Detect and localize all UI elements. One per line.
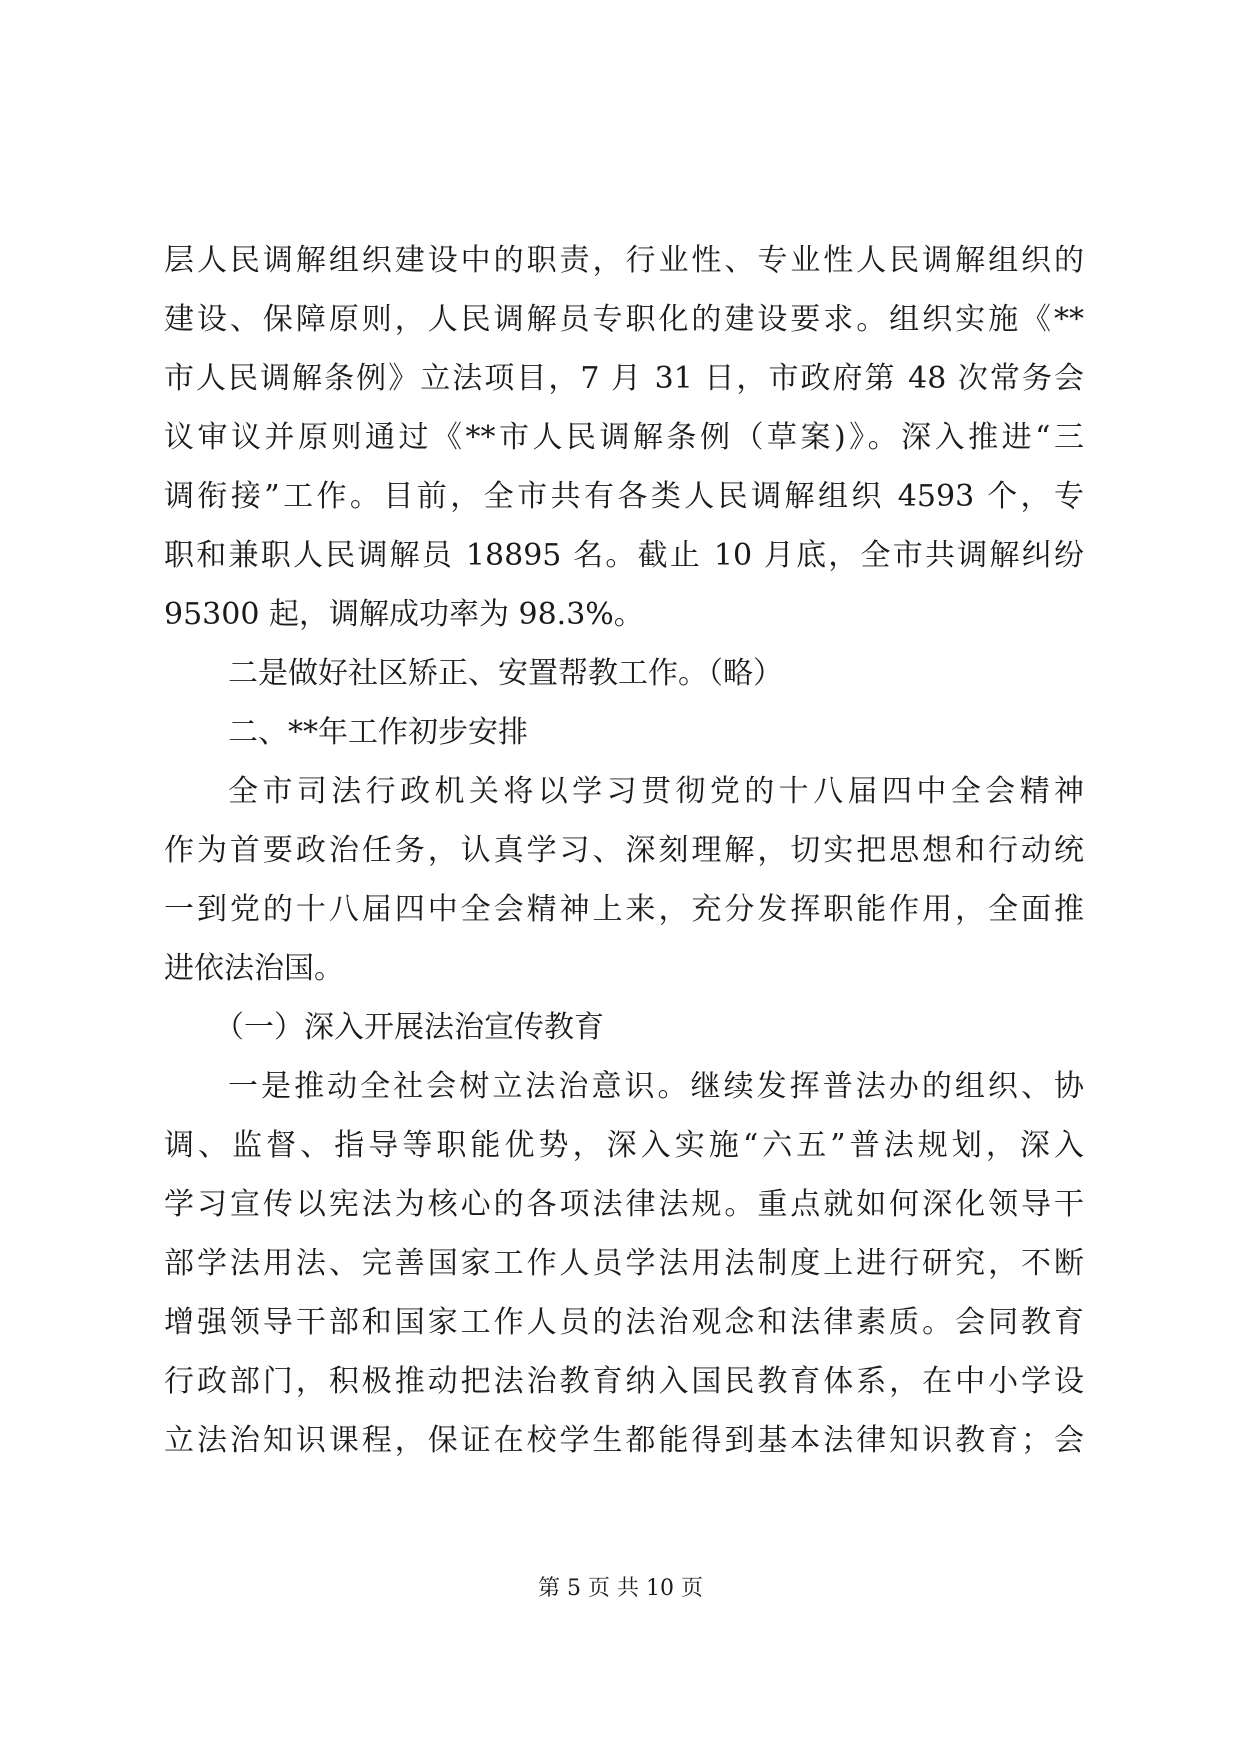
text-line: 层人民调解组织建设中的职责，行业性、专业性人民调解组织的 [164, 243, 1084, 278]
page-footer: 第 5 页 共 10 页 [538, 1576, 703, 1601]
text-line: 职和兼职人民调解员 18895 名。截止 10 月底，全市共调解纠纷 [164, 538, 1084, 573]
section-heading: 二、**年工作初步安排 [228, 715, 528, 750]
text-line: 部学法用法、完善国家工作人员学法用法制度上进行研究，不断 [164, 1246, 1084, 1281]
paragraph-line: 二是做好社区矫正、安置帮教工作。（略） [228, 656, 783, 691]
text-line: 一到党的十八届四中全会精神上来，充分发挥职能作用，全面推 [164, 892, 1084, 927]
text-line: 市人民调解条例》立法项目，7 月 31 日，市政府第 48 次常务会 [164, 361, 1084, 396]
text-line: 调衔接”工作。目前，全市共有各类人民调解组织 4593 个，专 [164, 479, 1084, 514]
text-line: 立法治知识课程，保证在校学生都能得到基本法律知识教育；会 [164, 1423, 1084, 1458]
paragraph-line: 一是推动全社会树立法治意识。继续发挥普法办的组织、协 [228, 1069, 1084, 1104]
text-line: 增强领导干部和国家工作人员的法治观念和法律素质。会同教育 [164, 1305, 1084, 1340]
text-line: 进依法治国。 [164, 951, 344, 986]
text-line: 议审议并原则通过《**市人民调解条例（草案)》。深入推进“三 [164, 420, 1084, 455]
text-line: 学习宣传以宪法为核心的各项法律法规。重点就如何深化领导干 [164, 1187, 1084, 1222]
paragraph-line: 全市司法行政机关将以学习贯彻党的十八届四中全会精神 [228, 774, 1084, 809]
text-line: 作为首要政治任务，认真学习、深刻理解，切实把思想和行动统 [164, 833, 1084, 868]
text-line: 95300 起，调解成功率为 98.3%。 [164, 597, 644, 632]
text-line: 调、监督、指导等职能优势，深入实施“六五”普法规划，深入 [164, 1128, 1084, 1163]
text-line: 建设、保障原则，人民调解员专职化的建设要求。组织实施《** [164, 302, 1084, 337]
subsection-heading: （一）深入开展法治宣传教育 [214, 1010, 604, 1045]
text-line: 行政部门，积极推动把法治教育纳入国民教育体系，在中小学设 [164, 1364, 1084, 1399]
